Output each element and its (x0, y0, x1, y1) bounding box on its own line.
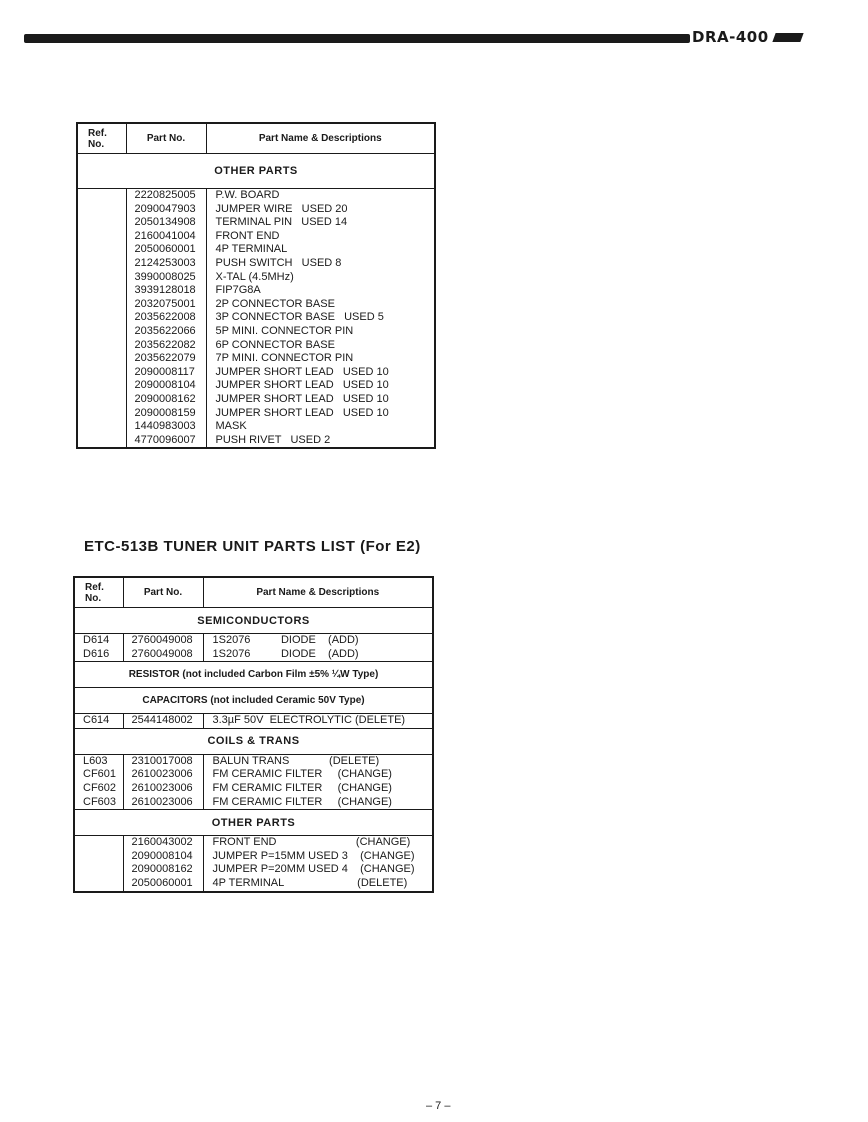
cell-line: FM CERAMIC FILTER (CHANGE) (212, 768, 392, 781)
table-row (74, 634, 433, 662)
cell-line: 4770096007 (134, 433, 196, 446)
description-column (203, 754, 433, 809)
cell-line: 2050060001 (131, 876, 193, 889)
cell-line: 2090008117 (134, 365, 195, 378)
cell-line (86, 379, 126, 393)
ref-no-header: Ref. No. (77, 123, 126, 154)
cell-line (86, 189, 126, 203)
table-row (74, 754, 433, 809)
cell-line: CF602 (83, 781, 117, 794)
section-heading: ETC-513B TUNER UNIT PARTS LIST (For E2) (84, 538, 421, 555)
cell-line: 3939128018 (134, 284, 196, 297)
cell-line: 1S2076 DIODE (ADD) (212, 647, 359, 660)
cell-line (86, 420, 126, 434)
cell-line: 2544148002 (131, 714, 193, 727)
cell-line (83, 863, 123, 877)
part-no-column (123, 714, 203, 729)
cell-line (86, 311, 126, 325)
cell-line: JUMPER SHORT LEAD USED 10 (215, 379, 389, 392)
part-no-column (123, 754, 203, 809)
cell-line: FRONT END (215, 229, 280, 242)
cell-line: 2090008159 (134, 406, 196, 419)
cell-line: TERMINAL PIN USED 14 (215, 216, 348, 229)
cell-line (83, 877, 123, 891)
table-row (74, 714, 433, 729)
cell-line: 2310017008 (131, 754, 193, 767)
cell-line: 2035622008 (134, 311, 196, 324)
part-no-header: Part No. (126, 123, 206, 154)
cell-line (86, 243, 126, 257)
cell-line: 3.3µF 50V ELECTROLYTIC (DELETE) (212, 714, 406, 727)
cell-line: BALUN TRANS (DELETE) (212, 754, 380, 767)
section-title-resistor: RESISTOR (not included Carbon Film ±5% ¼W Type) (74, 662, 433, 688)
cell-line: FRONT END (CHANGE) (212, 836, 411, 849)
cell-line: 2090008162 (131, 863, 193, 876)
ref-no-header: Ref. No. (74, 577, 123, 608)
cell-line (86, 325, 126, 339)
cell-line: 1S2076 DIODE (ADD) (212, 634, 359, 646)
part-no-column (126, 189, 206, 449)
cell-line: D614 (83, 634, 110, 646)
table-row (77, 189, 435, 449)
cell-line: 6P CONNECTOR BASE (215, 338, 335, 351)
ref-column (74, 634, 123, 662)
description-column (206, 189, 435, 449)
other-parts-table (76, 122, 436, 449)
cell-line: P.W. BOARD (215, 189, 280, 201)
cell-line: 2090047903 (134, 202, 196, 215)
cell-line: JUMPER WIRE USED 20 (215, 202, 348, 215)
cell-line (86, 216, 126, 230)
cell-line: CF601 (83, 768, 117, 781)
cell-line (83, 850, 123, 864)
section-title-other-parts: OTHER PARTS (74, 810, 433, 836)
cell-line: D616 (83, 647, 110, 660)
page-number: – 7 – (426, 1100, 451, 1112)
cell-line (86, 284, 126, 298)
cell-line (83, 836, 123, 850)
cell-line: JUMPER SHORT LEAD USED 10 (215, 406, 389, 419)
cell-line: 2032075001 (134, 297, 196, 310)
cell-line: 2124253003 (134, 256, 196, 269)
cell-line: JUMPER P=20MM USED 4 (CHANGE) (212, 863, 415, 876)
ref-column (74, 714, 123, 729)
cell-line: 2160041004 (134, 229, 196, 242)
cell-line: 3990008025 (134, 270, 196, 283)
cell-line: 2090008104 (131, 849, 193, 862)
table-row (74, 836, 433, 892)
part-no-header: Part No. (123, 577, 203, 608)
cell-line (86, 339, 126, 353)
header-end-mark (772, 33, 803, 42)
cell-line (86, 203, 126, 217)
cell-line (86, 434, 126, 448)
cell-line: C614 (83, 714, 110, 727)
cell-line (86, 271, 126, 285)
description-column (203, 836, 433, 892)
description-column (203, 714, 433, 729)
cell-line: 2035622066 (134, 324, 196, 337)
cell-line: MASK (215, 420, 247, 433)
cell-line: 2050134908 (134, 216, 196, 229)
cell-line: FM CERAMIC FILTER (CHANGE) (212, 795, 392, 808)
ref-column (77, 189, 126, 449)
cell-line (86, 407, 126, 421)
cell-line: 3P CONNECTOR BASE USED 5 (215, 311, 384, 324)
tuner-parts-table (73, 576, 434, 893)
cell-line (86, 298, 126, 312)
ref-column (74, 836, 123, 892)
part-no-column (123, 634, 203, 662)
cell-line: FIP7G8A (215, 284, 261, 297)
cell-line (86, 230, 126, 244)
cell-line: 1440983003 (134, 420, 196, 433)
cell-line: 2050060001 (134, 243, 196, 256)
header-rule (24, 34, 690, 43)
cell-line (86, 393, 126, 407)
cell-line (86, 352, 126, 366)
description-header: Part Name & Descriptions (206, 123, 435, 154)
cell-line: PUSH SWITCH USED 8 (215, 256, 342, 269)
cell-line: 2035622082 (134, 338, 196, 351)
cell-line: JUMPER SHORT LEAD USED 10 (215, 365, 389, 378)
part-no-column (123, 836, 203, 892)
cell-line: 4P TERMINAL (DELETE) (212, 876, 408, 889)
description-column (203, 634, 433, 662)
model-title: DRA-400 (692, 28, 769, 46)
cell-line: CF603 (83, 795, 117, 808)
description-header: Part Name & Descriptions (203, 577, 433, 608)
cell-line: 2P CONNECTOR BASE (215, 297, 335, 310)
cell-line: 2610023006 (131, 795, 193, 808)
ref-column (74, 754, 123, 809)
cell-line: L603 (83, 754, 108, 767)
cell-line: FM CERAMIC FILTER (CHANGE) (212, 781, 392, 794)
cell-line: 2610023006 (131, 781, 193, 794)
cell-line: JUMPER SHORT LEAD USED 10 (215, 392, 389, 405)
cell-line: JUMPER P=15MM USED 3 (CHANGE) (212, 849, 415, 862)
cell-line: 2160043002 (131, 836, 193, 849)
section-title-semiconductors: SEMICONDUCTORS (74, 608, 433, 634)
cell-line: 7P MINI. CONNECTOR PIN (215, 352, 354, 365)
cell-line: 4P TERMINAL (215, 243, 288, 256)
cell-line: PUSH RIVET USED 2 (215, 433, 331, 446)
cell-line: 2035622079 (134, 352, 196, 365)
cell-line: 2220825005 (134, 189, 196, 201)
cell-line (86, 366, 126, 380)
cell-line: 2760049008 (131, 634, 193, 646)
cell-line: 2760049008 (131, 647, 193, 660)
cell-line: 2090008162 (134, 392, 196, 405)
section-title-capacitors: CAPACITORS (not included Ceramic 50V Type) (74, 688, 433, 714)
cell-line: X-TAL (4.5MHz) (215, 270, 294, 283)
cell-line (86, 257, 126, 271)
section-title-other-parts: OTHER PARTS (77, 154, 435, 189)
section-title-coils: COILS & TRANS (74, 728, 433, 754)
cell-line: 2610023006 (131, 768, 193, 781)
cell-line: 2090008104 (134, 379, 196, 392)
cell-line: 5P MINI. CONNECTOR PIN (215, 324, 354, 337)
